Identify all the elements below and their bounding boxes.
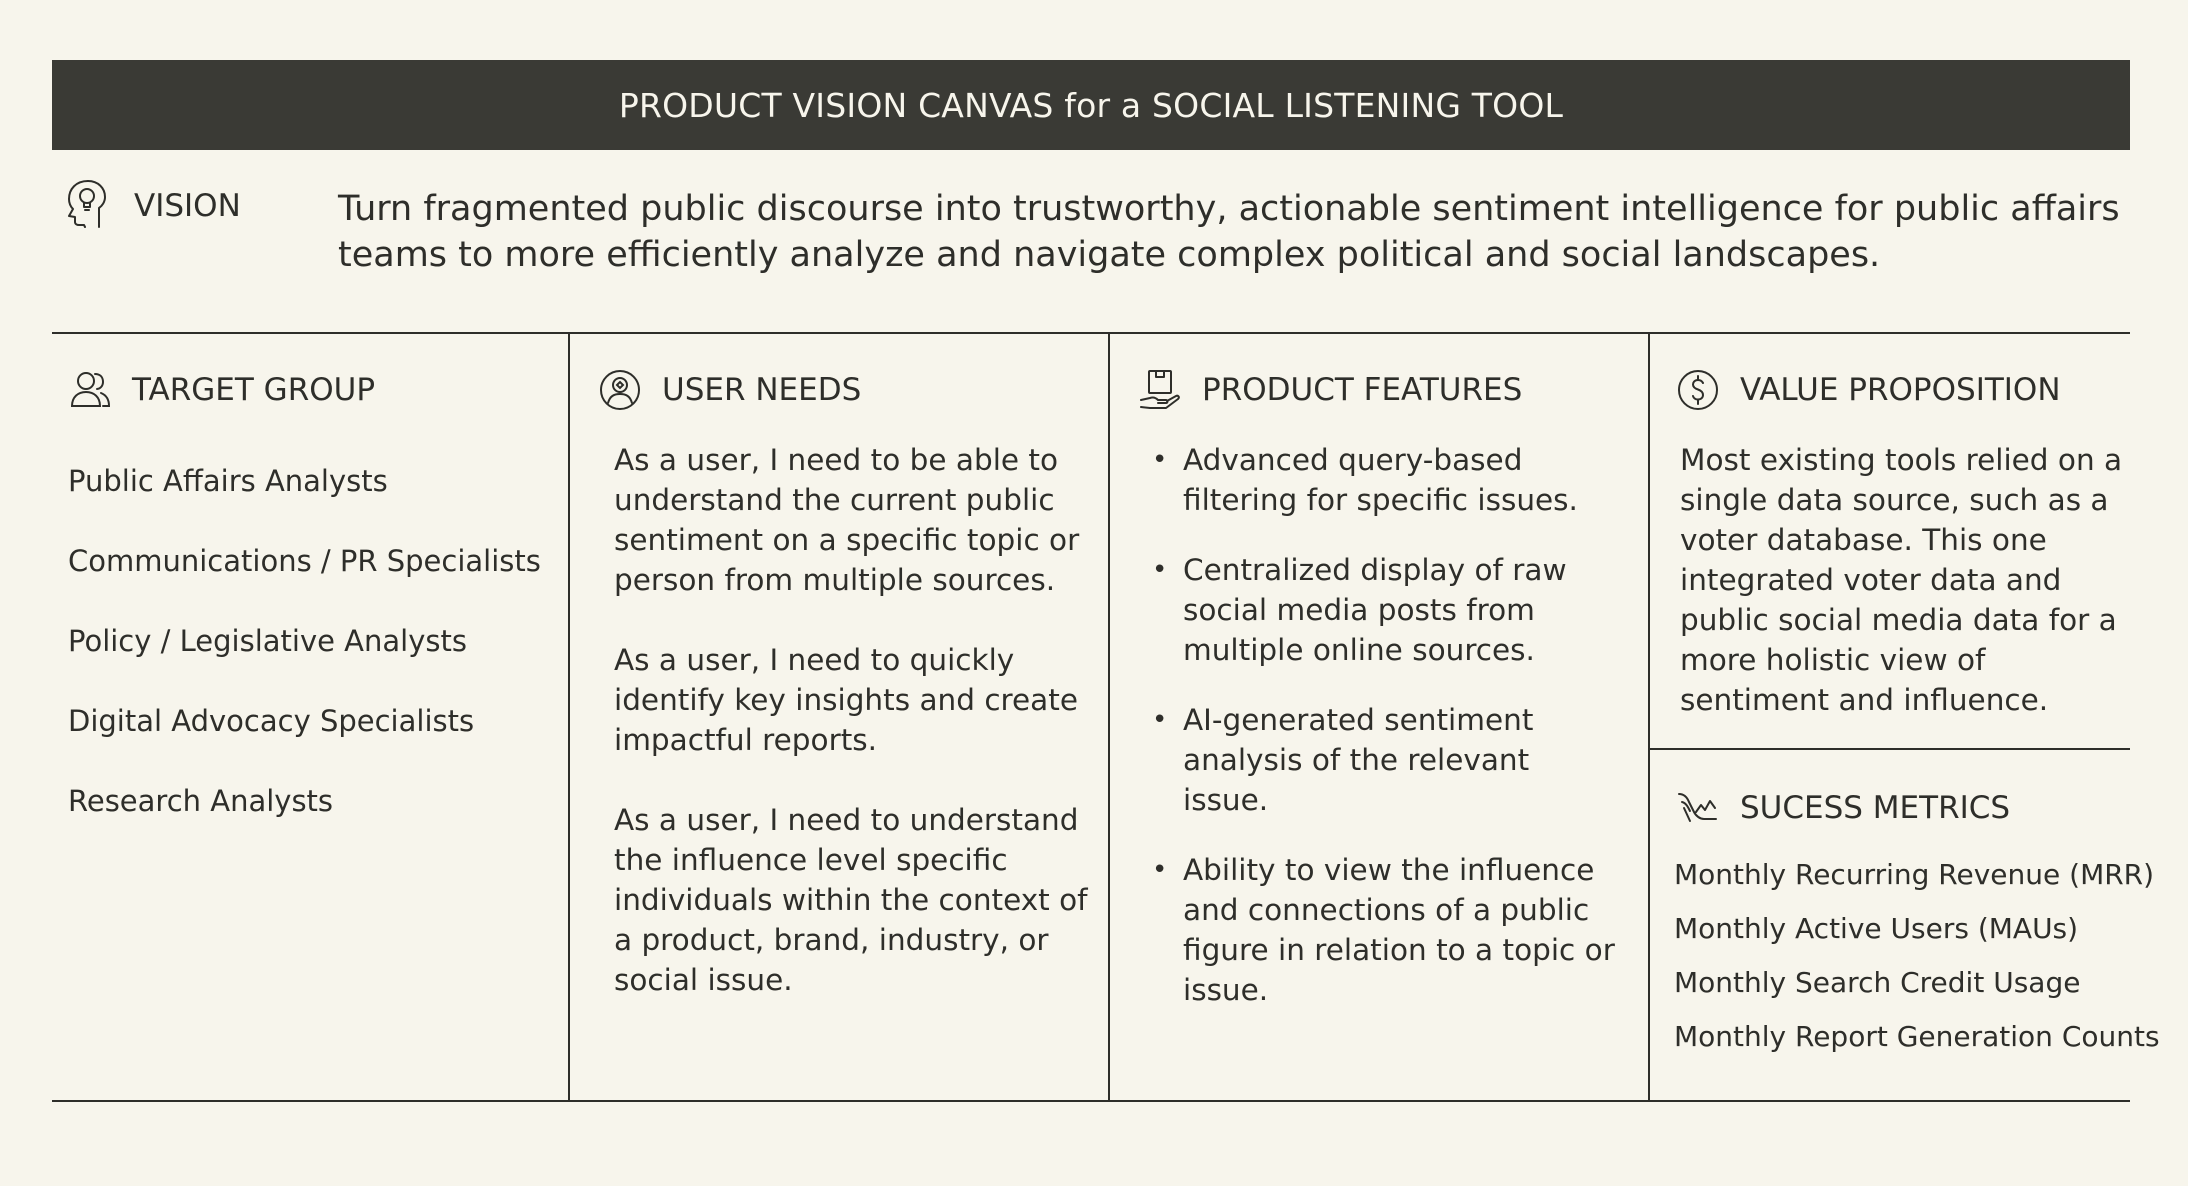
canvas-title: PRODUCT VISION CANVAS for a SOCIAL LISTENING TOOL — [618, 85, 1564, 125]
target-group-item: Research Analysts — [68, 784, 334, 818]
success-metrics-list — [1674, 855, 2160, 1071]
product-features-list — [1152, 440, 1622, 1040]
product-feature-item: • Centralized display of raw social media posts from multiple online sources. — [1152, 550, 1622, 670]
canvas-title-banner — [52, 60, 2130, 150]
product-feature-item: • Ability to view the influence and connections of a public figure in relation to a topic or issue. — [1152, 850, 1622, 1010]
target-group-list — [68, 456, 541, 856]
user-circle-icon — [598, 368, 642, 412]
success-metric-item: Monthly Recurring Revenue (MRR) — [1674, 858, 2155, 891]
value-proposition-text: Most existing tools relied on a single data source, such as a voter database. This one integrated voter data and public social media data for a more holistic view of sentiment and influence. — [1680, 443, 2123, 717]
target-group-item: Communications / PR Specialists — [68, 544, 541, 578]
vision-label: VISION — [134, 188, 241, 224]
target-group-item: Policy / Legislative Analysts — [68, 624, 467, 658]
vision-statement: Turn fragmented public discourse into trustworthy, actionable sentiment intelligence for public affairs teams to more efficiently analyze and navigate complex political and social landscapes. — [338, 189, 2120, 275]
target-group-title: TARGET GROUP — [132, 372, 376, 408]
target-group-header — [68, 368, 375, 412]
column-divider-3 — [1648, 332, 1650, 1102]
success-metrics-title: SUCESS METRICS — [1740, 790, 2011, 826]
target-group-item: Public Affairs Analysts — [68, 464, 388, 498]
user-need-item: As a user, I need to understand the influence level specific individuals within the context of a product, brand, industry, or social issue. — [614, 803, 1088, 997]
user-need-item: As a user, I need to be able to understand the current public sentiment on a specific topic or person from multiple sources. — [614, 443, 1080, 597]
success-metric-item: Monthly Search Credit Usage — [1674, 966, 2081, 999]
product-feature-item: • Advanced query-based filtering for specific issues. — [1152, 440, 1622, 520]
user-need-item: As a user, I need to quickly identify key insights and create impactful reports. — [614, 643, 1078, 757]
value-proposition-header — [1676, 368, 2061, 412]
head-lightbulb-icon — [64, 178, 110, 228]
success-metric-item: Monthly Report Generation Counts — [1674, 1020, 2160, 1053]
grid-bottom-line — [52, 1100, 2130, 1102]
hand-box-icon — [1138, 368, 1182, 412]
user-needs-list — [614, 440, 1094, 1040]
grid-top-line — [52, 332, 2130, 334]
dollar-circle-icon — [1676, 368, 1720, 412]
people-icon — [68, 368, 112, 412]
user-needs-header — [598, 368, 861, 412]
success-metric-item: Monthly Active Users (MAUs) — [1674, 912, 2079, 945]
target-group-item: Digital Advocacy Specialists — [68, 704, 475, 738]
success-metrics-header — [1676, 786, 2010, 830]
column-divider-2 — [1108, 332, 1110, 1102]
product-features-header — [1138, 368, 1522, 412]
value-metrics-divider — [1648, 748, 2130, 750]
hand-chart-icon — [1676, 786, 1720, 830]
product-features-title: PRODUCT FEATURES — [1202, 372, 1523, 408]
user-needs-title: USER NEEDS — [662, 372, 862, 408]
value-proposition-title: VALUE PROPOSITION — [1740, 372, 2061, 408]
column-divider-1 — [568, 332, 570, 1102]
product-feature-item: • AI-generated sentiment analysis of the relevant issue. — [1152, 700, 1622, 820]
